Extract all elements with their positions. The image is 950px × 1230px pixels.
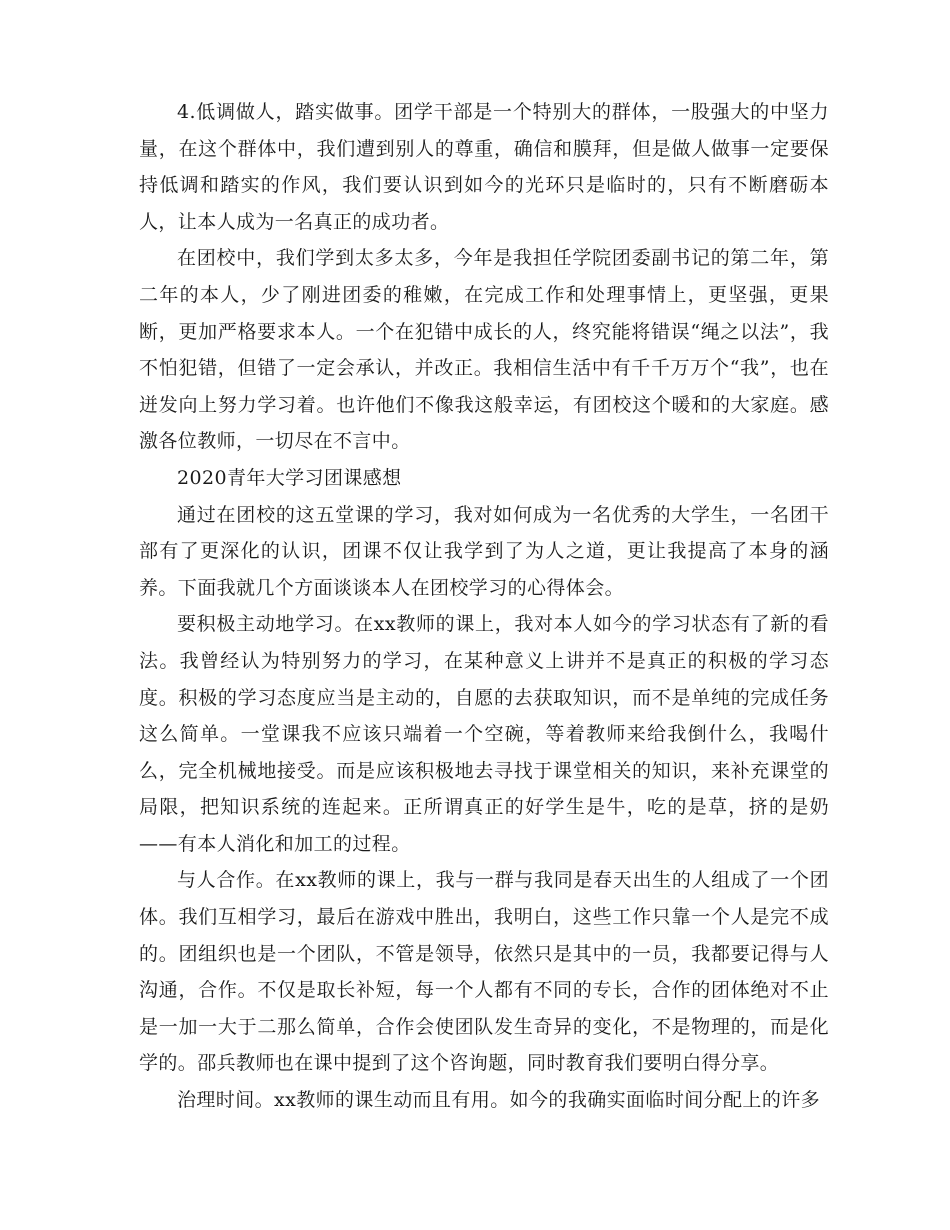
paragraph-low-profile: 4.低调做人，踏实做事。团学干部是一个特别大的群体，一股强大的中坚力量，在这个群体中，我们遭到别人的尊重，确信和膜拜，但是做人做事一定要保持低调和踏实的作风，我们要认识到如今的光环只是临时的，只有不断磨砺本人，让本人成为一名真正的成功者。 — [139, 101, 829, 233]
paragraph-cooperation: 与人合作。在xx教师的课上，我与一群与我同是春天出生的人组成了一个团体。我们互相学习，最后在游戏中胜出，我明白，这些工作只靠一个人是完不成的。团组织也是一个团队，不管是领导，依然只是其中的一员，我都要记得与人沟通，合作。不仅是取长补短，每一个人都有不同的专长，合作的团体绝对不止是一加一大于二那么简单，合作会使团队发生奇异的变化，不是物理的，而是化学的。邵兵教师也在课中提到了这个咨询题，同时教育我们要明白得分享。 — [139, 869, 829, 1075]
paragraph-active-learning: 要积极主动地学习。在xx教师的课上，我对本人如今的学习状态有了新的看法。我曾经认为特别努力的学习，在某种意义上讲并不是真正的积极的学习态度。积极的学习态度应当是主动的，自愿的去获取知识，而不是单纯的完成任务这么简单。一堂课我不应该只端着一个空碗，等着教师来给我倒什么，我喝什么，完全机械地接受。而是应该积极地去寻找于课堂相关的知识，来补充课堂的局限，把知识系统的连起来。正所谓真正的好学生是牛，吃的是草，挤的是奶——有本人消化和加工的过程。 — [139, 613, 829, 855]
section-heading: 2020青年大学习团课感想 — [177, 466, 402, 489]
paragraph-growth-in-school: 在团校中，我们学到太多太多，今年是我担任学院团委副书记的第二年，第二年的本人，少了刚进团委的稚嫩，在完成工作和处理事情上，更坚强，更果断，更加严格要求本人。一个在犯错中成长的人，终究能将错误“绳之以法”，我不怕犯错，但错了一定会承认，并改正。我相信生活中有千千万万个“我”，也在迸发向上努力学习着。也许他们不像我这般幸运，有团校这个暖和的大家庭。感激各位教师，一切尽在不言中。 — [139, 247, 829, 453]
paragraph-time-management: 治理时间。xx教师的课生动而且有用。如今的我确实面临时间分配上的许多 — [177, 1089, 821, 1112]
document-body — [139, 94, 829, 1119]
paragraph-intro: 通过在团校的这五堂课的学习，我对如何成为一名优秀的大学生，一名团干部有了更深化的认识，团课不仅让我学到了为人之道，更让我提高了本身的涵养。下面我就几个方面谈谈本人在团校学习的心得体会。 — [139, 503, 829, 599]
